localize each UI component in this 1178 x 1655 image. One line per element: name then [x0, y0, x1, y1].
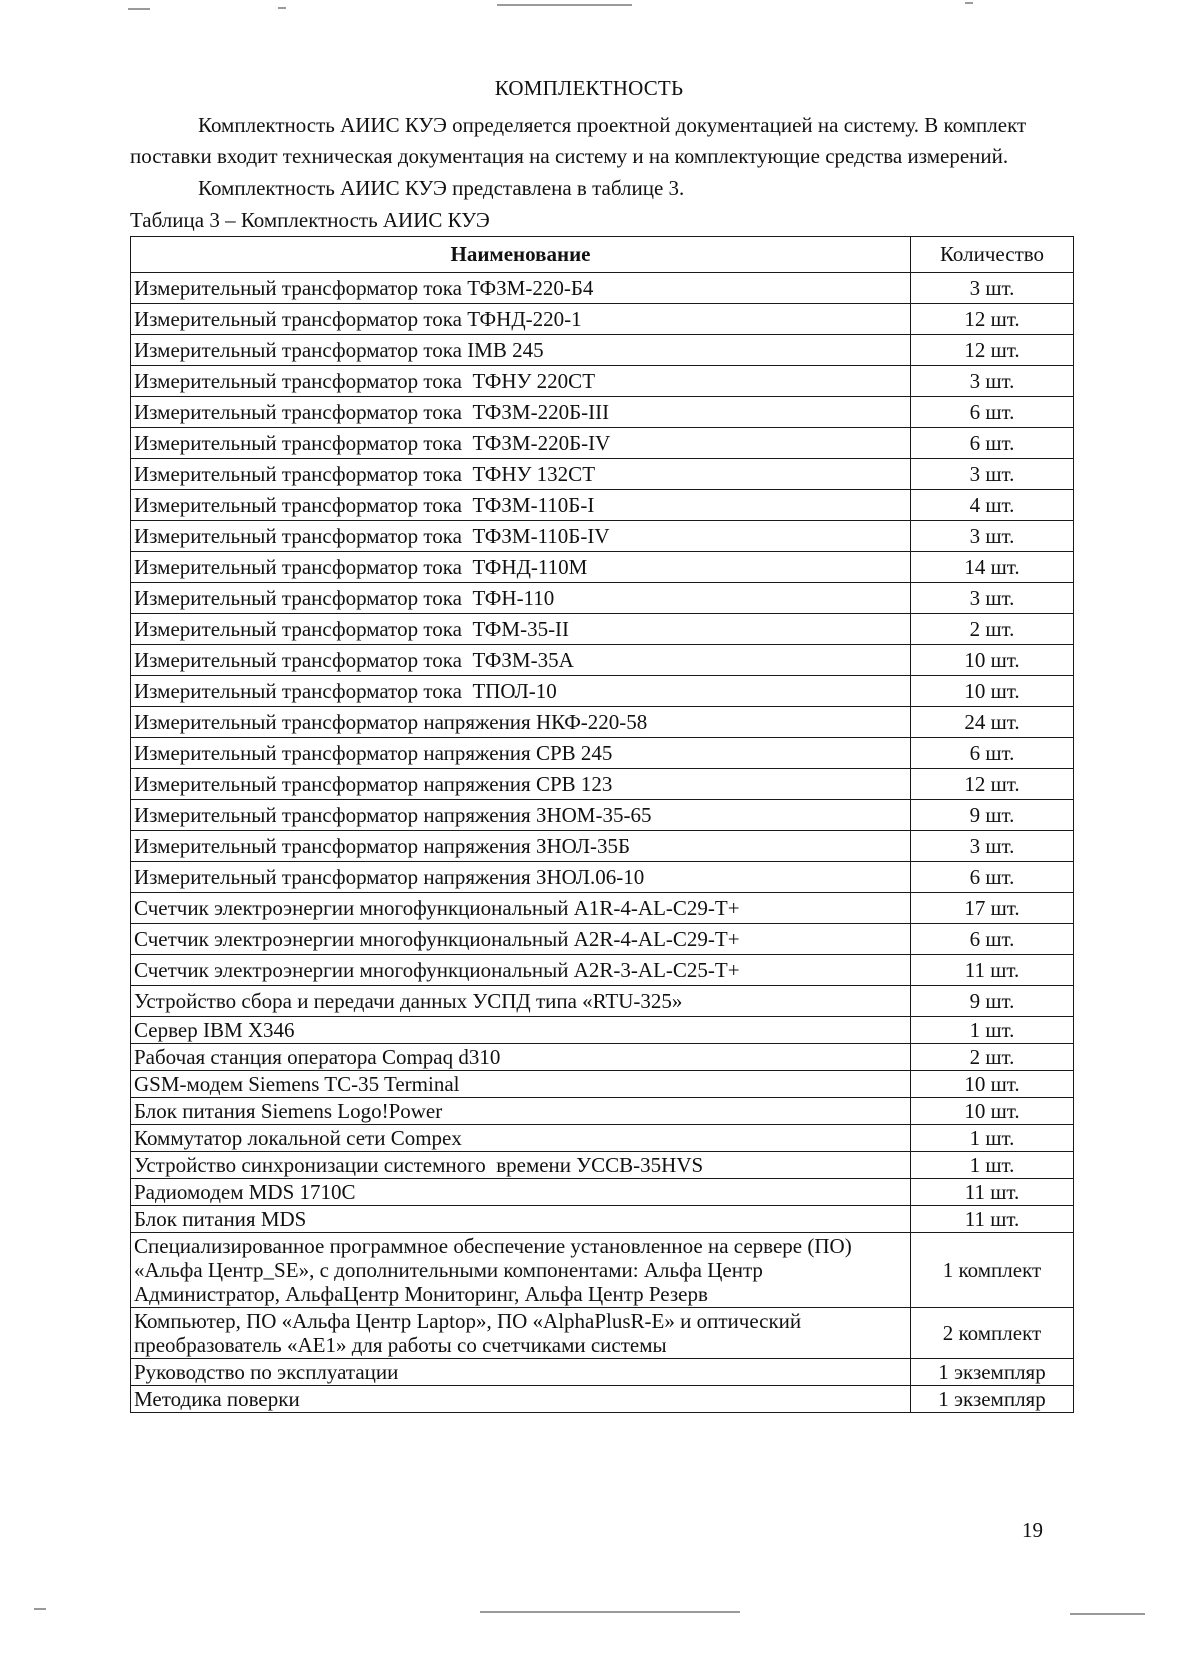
table-row [131, 738, 1074, 769]
row-quantity: 1 экземпляр [911, 1386, 1074, 1413]
row-name: Компьютер, ПО «Альфа Центр Laptop», ПО «AlphaPlusR-E» и оптический преобразователь «AE1» для работы со счетчиками системы [131, 1308, 911, 1359]
row-name: Измерительный трансформатор напряжения ЗНОМ-35-65 [131, 800, 911, 831]
table-row [131, 1017, 1074, 1044]
row-name: Специализированное программное обеспечение установленное на сервере (ПО) «Альфа Центр_SE», с дополнительными компонентами: Альфа Центр Администратор, АльфаЦентр Мониторинг, Альфа Центр Резерв [131, 1233, 911, 1308]
scan-artifact-bottom [0, 1608, 1178, 1614]
completeness-table [130, 236, 1074, 1413]
row-quantity: 3 шт. [911, 583, 1074, 614]
row-quantity: 14 шт. [911, 552, 1074, 583]
row-name: Измерительный трансформатор тока ТФНУ 132СТ [131, 459, 911, 490]
scan-mark [1070, 1613, 1145, 1615]
scan-mark [128, 8, 150, 10]
paragraph-3: Комплектность АИИС КУЭ представлена в таблице 3. [198, 176, 685, 200]
row-name: Измерительный трансформатор тока ТФМ-35-II [131, 614, 911, 645]
table-row [131, 924, 1074, 955]
row-quantity: 24 шт. [911, 707, 1074, 738]
scan-mark [278, 7, 286, 9]
row-quantity: 3 шт. [911, 273, 1074, 304]
table-row [131, 769, 1074, 800]
table-row [131, 831, 1074, 862]
table-row [131, 1308, 1074, 1359]
row-quantity: 3 шт. [911, 521, 1074, 552]
row-name: Измерительный трансформатор тока ТФНД-110М [131, 552, 911, 583]
table-row [131, 304, 1074, 335]
row-quantity: 11 шт. [911, 1179, 1074, 1206]
table-row [131, 1359, 1074, 1386]
row-name: Измерительный трансформатор напряжения НКФ-220-58 [131, 707, 911, 738]
row-quantity: 2 шт. [911, 1044, 1074, 1071]
table-row [131, 1179, 1074, 1206]
row-quantity: 10 шт. [911, 1071, 1074, 1098]
table-row [131, 1233, 1074, 1308]
row-name: Радиомодем MDS 1710C [131, 1179, 911, 1206]
table-row [131, 1098, 1074, 1125]
header-quantity: Количество [911, 237, 1074, 273]
row-name: Измерительный трансформатор напряжения ЗНОЛ-35Б [131, 831, 911, 862]
scan-mark [497, 4, 632, 6]
table-row [131, 459, 1074, 490]
page-number: 19 [1022, 1518, 1043, 1542]
table-row [131, 707, 1074, 738]
table-row [131, 800, 1074, 831]
row-quantity: 2 комплект [911, 1308, 1074, 1359]
row-quantity: 6 шт. [911, 738, 1074, 769]
table-row [131, 583, 1074, 614]
row-name: Измерительный трансформатор напряжения ЗНОЛ.06-10 [131, 862, 911, 893]
row-name: Измерительный трансформатор тока ТФЗМ-220Б-IV [131, 428, 911, 459]
row-name: Методика поверки [131, 1386, 911, 1413]
paragraph-1: Комплектность АИИС КУЭ определяется проектной документацией на систему. В комплект [198, 113, 1027, 137]
table-row [131, 1152, 1074, 1179]
row-name: Сервер IBM X346 [131, 1017, 911, 1044]
row-quantity: 1 шт. [911, 1152, 1074, 1179]
row-quantity: 12 шт. [911, 769, 1074, 800]
row-name: Измерительный трансформатор тока ТФЗМ-110Б-IV [131, 521, 911, 552]
row-name: Измерительный трансформатор тока ТПОЛ-10 [131, 676, 911, 707]
row-quantity: 4 шт. [911, 490, 1074, 521]
row-name: Измерительный трансформатор тока ТФНД-220-1 [131, 304, 911, 335]
row-name: Измерительный трансформатор тока ТФЗМ-220-Б4 [131, 273, 911, 304]
scan-mark [34, 1608, 46, 1610]
row-quantity: 3 шт. [911, 366, 1074, 397]
row-quantity: 1 экземпляр [911, 1359, 1074, 1386]
table-row [131, 1386, 1074, 1413]
row-name: GSM-модем Siemens TC-35 Terminal [131, 1071, 911, 1098]
header-name: Наименование [131, 237, 911, 273]
table-row [131, 552, 1074, 583]
row-quantity: 3 шт. [911, 459, 1074, 490]
row-name: Измерительный трансформатор тока ТФН-110 [131, 583, 911, 614]
row-quantity: 3 шт. [911, 831, 1074, 862]
row-name: Измерительный трансформатор напряжения СРВ 245 [131, 738, 911, 769]
row-quantity: 6 шт. [911, 397, 1074, 428]
table-row [131, 490, 1074, 521]
table-row [131, 1071, 1074, 1098]
table-row [131, 273, 1074, 304]
scan-artifact-top [0, 2, 1178, 8]
table-row [131, 335, 1074, 366]
row-name: Блок питания MDS [131, 1206, 911, 1233]
row-quantity: 12 шт. [911, 304, 1074, 335]
row-quantity: 1 шт. [911, 1017, 1074, 1044]
row-quantity: 17 шт. [911, 893, 1074, 924]
row-quantity: 1 шт. [911, 1125, 1074, 1152]
table-row [131, 366, 1074, 397]
row-quantity: 9 шт. [911, 986, 1074, 1017]
row-quantity: 6 шт. [911, 862, 1074, 893]
row-name: Измерительный трансформатор тока ТФЗМ-35А [131, 645, 911, 676]
row-quantity: 9 шт. [911, 800, 1074, 831]
row-quantity: 10 шт. [911, 1098, 1074, 1125]
table-row [131, 521, 1074, 552]
row-name: Руководство по эксплуатации [131, 1359, 911, 1386]
row-name: Измерительный трансформатор тока IMB 245 [131, 335, 911, 366]
scan-mark [480, 1611, 740, 1613]
table-row [131, 645, 1074, 676]
row-name: Измерительный трансформатор тока ТФНУ 220СТ [131, 366, 911, 397]
table-row [131, 676, 1074, 707]
table-row [131, 986, 1074, 1017]
table-row [131, 1125, 1074, 1152]
row-quantity: 11 шт. [911, 955, 1074, 986]
row-name: Счетчик электроэнергии многофункциональный A2R-4-AL-C29-T+ [131, 924, 911, 955]
table-row [131, 893, 1074, 924]
paragraph-2: поставки входит техническая документация на систему и на комплектующие средства измерений. [130, 144, 1009, 168]
row-quantity: 6 шт. [911, 924, 1074, 955]
table-header-row [131, 237, 1074, 273]
row-name: Измерительный трансформатор тока ТФЗМ-220Б-III [131, 397, 911, 428]
table-caption: Таблица 3 – Комплектность АИИС КУЭ [130, 208, 490, 232]
scan-mark [965, 2, 973, 4]
row-name: Измерительный трансформатор напряжения СРВ 123 [131, 769, 911, 800]
row-name: Блок питания Siemens Logo!Power [131, 1098, 911, 1125]
row-quantity: 1 комплект [911, 1233, 1074, 1308]
table-row [131, 955, 1074, 986]
row-quantity: 6 шт. [911, 428, 1074, 459]
row-quantity: 10 шт. [911, 676, 1074, 707]
row-quantity: 12 шт. [911, 335, 1074, 366]
table-row [131, 428, 1074, 459]
section-heading: КОМПЛЕКТНОСТЬ [494, 76, 684, 100]
row-name: Устройство сбора и передачи данных УСПД типа «RTU-325» [131, 986, 911, 1017]
table-row [131, 862, 1074, 893]
row-name: Устройство синхронизации системного времени УССВ-35HVS [131, 1152, 911, 1179]
row-name: Измерительный трансформатор тока ТФЗМ-110Б-I [131, 490, 911, 521]
row-quantity: 2 шт. [911, 614, 1074, 645]
table-row [131, 397, 1074, 428]
row-name: Счетчик электроэнергии многофункциональный A1R-4-AL-C29-T+ [131, 893, 911, 924]
table-row [131, 1206, 1074, 1233]
row-name: Счетчик электроэнергии многофункциональный A2R-3-AL-C25-T+ [131, 955, 911, 986]
row-quantity: 11 шт. [911, 1206, 1074, 1233]
table-row [131, 1044, 1074, 1071]
row-quantity: 10 шт. [911, 645, 1074, 676]
row-name: Коммутатор локальной сети Compex [131, 1125, 911, 1152]
table-row [131, 614, 1074, 645]
row-name: Рабочая станция оператора Compaq d310 [131, 1044, 911, 1071]
